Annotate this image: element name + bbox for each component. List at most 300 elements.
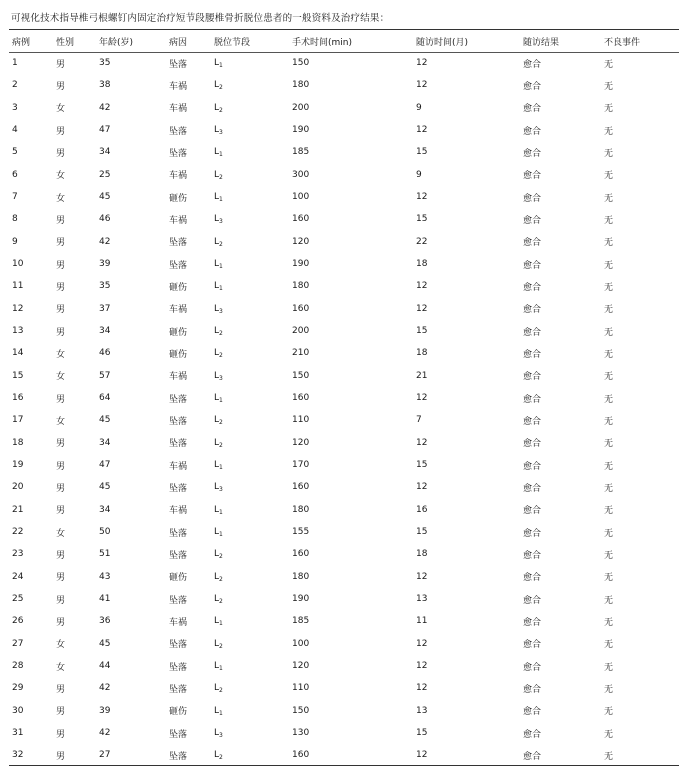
- cell-op-time: 100: [292, 638, 310, 649]
- cell-outcome: 愈合: [523, 349, 542, 360]
- cell-age: 36: [99, 616, 111, 627]
- segment-number: 1: [219, 464, 223, 472]
- cell-case: 5: [12, 147, 18, 158]
- cell-follow-up: 18: [416, 348, 428, 359]
- lumbar-prefix: L: [214, 638, 220, 649]
- segment-number: 2: [219, 419, 223, 427]
- cell-follow-up: 7: [416, 415, 422, 426]
- cell-segment: [211, 677, 289, 699]
- cell-sex: 女: [56, 104, 66, 115]
- table-row: [9, 610, 679, 632]
- cell-outcome: 愈合: [523, 461, 542, 472]
- cell-sex: 男: [56, 215, 66, 226]
- cell-op-time: 120: [292, 236, 310, 247]
- cell-segment: [211, 588, 289, 610]
- table-body: [9, 52, 679, 767]
- cell-adverse: 无: [604, 416, 614, 427]
- segment-number: 1: [219, 709, 223, 717]
- lumbar-prefix: L: [214, 80, 220, 91]
- table-row: [9, 722, 679, 744]
- cell-sex: 男: [56, 439, 66, 450]
- cell-adverse: 无: [604, 148, 614, 159]
- cell-segment: [211, 722, 289, 744]
- cell-adverse: 无: [604, 506, 614, 517]
- segment-number: 3: [219, 374, 223, 382]
- cell-op-time: 180: [292, 504, 310, 515]
- lumbar-prefix: L: [214, 705, 220, 716]
- cell-sex: 女: [56, 349, 66, 360]
- cell-follow-up: 15: [416, 460, 428, 471]
- table-row: [9, 275, 679, 297]
- segment-number: 3: [219, 307, 223, 315]
- cell-sex: 女: [56, 662, 66, 673]
- cell-case: 17: [12, 415, 24, 426]
- cell-follow-up: 18: [416, 549, 428, 560]
- cell-case: 29: [12, 683, 24, 694]
- cell-cause: 砸伤: [169, 327, 188, 338]
- segment-number: 3: [219, 732, 223, 739]
- table-row: [9, 52, 679, 74]
- cell-cause: 车祸: [169, 81, 188, 92]
- cell-adverse: 无: [604, 59, 614, 70]
- cell-segment: [211, 700, 289, 722]
- cell-outcome: 愈合: [523, 372, 542, 383]
- table-row: [9, 186, 679, 208]
- cell-adverse: 无: [604, 260, 614, 271]
- table-row: [9, 454, 679, 476]
- cell-outcome: 愈合: [523, 506, 542, 517]
- cell-outcome: 愈合: [523, 617, 542, 628]
- header-cause: 病因: [169, 37, 188, 48]
- cell-segment: [211, 141, 289, 163]
- cell-age: 41: [99, 594, 111, 605]
- table-row: [9, 97, 679, 119]
- cell-follow-up: 12: [416, 750, 428, 761]
- segment-number: 1: [219, 531, 223, 539]
- segment-number: 2: [219, 642, 223, 650]
- cell-outcome: 愈合: [523, 707, 542, 718]
- cell-age: 42: [99, 683, 111, 694]
- table-row: [9, 119, 679, 141]
- cell-op-time: 110: [292, 683, 310, 694]
- header-segment: 脱位节段: [214, 37, 251, 48]
- lumbar-prefix: L: [214, 616, 220, 627]
- cell-cause: 坠落: [169, 595, 188, 606]
- cell-op-time: 160: [292, 303, 310, 314]
- cell-outcome: 愈合: [523, 684, 542, 695]
- cell-outcome: 愈合: [523, 573, 542, 584]
- cell-sex: 男: [56, 126, 66, 137]
- lumbar-prefix: L: [214, 661, 220, 672]
- cell-segment: [211, 566, 289, 588]
- cell-adverse: 无: [604, 349, 614, 360]
- cell-sex: 女: [56, 528, 66, 539]
- table-row: [9, 387, 679, 409]
- cell-age: 34: [99, 147, 111, 158]
- cell-follow-up: 12: [416, 437, 428, 448]
- lumbar-prefix: L: [214, 236, 220, 247]
- cell-follow-up: 12: [416, 661, 428, 672]
- cell-case: 26: [12, 616, 24, 627]
- cell-segment: [211, 744, 289, 766]
- cell-follow-up: 12: [416, 281, 428, 292]
- cell-sex: 男: [56, 550, 66, 561]
- cell-outcome: 愈合: [523, 662, 542, 673]
- segment-number: 3: [219, 486, 223, 494]
- cell-sex: 男: [56, 506, 66, 517]
- cell-sex: 男: [56, 707, 66, 718]
- table-row: [9, 744, 679, 766]
- cell-op-time: 130: [292, 728, 310, 738]
- cell-age: 34: [99, 504, 111, 515]
- cell-sex: 男: [56, 461, 66, 472]
- cell-op-time: 110: [292, 415, 310, 426]
- cell-follow-up: 16: [416, 504, 428, 515]
- cell-adverse: 无: [604, 282, 614, 293]
- cell-op-time: 180: [292, 571, 310, 582]
- segment-number: 1: [219, 397, 223, 405]
- lumbar-prefix: L: [214, 102, 220, 113]
- cell-segment: [211, 52, 289, 74]
- cell-segment: [211, 275, 289, 297]
- cell-follow-up: 9: [416, 169, 422, 180]
- lumbar-prefix: L: [214, 750, 220, 761]
- cell-segment: [211, 97, 289, 119]
- cell-sex: 女: [56, 171, 66, 182]
- cell-case: 23: [12, 549, 24, 560]
- cell-segment: [211, 610, 289, 632]
- segment-number: 2: [219, 173, 223, 181]
- cell-cause: 坠落: [169, 238, 188, 249]
- cell-segment: [211, 253, 289, 275]
- cell-cause: 坠落: [169, 394, 188, 405]
- cell-sex: 男: [56, 282, 66, 293]
- cell-follow-up: 15: [416, 326, 428, 337]
- cell-segment: [211, 432, 289, 454]
- cell-outcome: 愈合: [523, 104, 542, 115]
- cell-segment: [211, 186, 289, 208]
- cell-segment: [211, 119, 289, 141]
- cell-outcome: 愈合: [523, 528, 542, 539]
- lumbar-prefix: L: [214, 728, 220, 738]
- cell-op-time: 300: [292, 169, 310, 180]
- table-row: [9, 655, 679, 677]
- cell-case: 19: [12, 460, 24, 471]
- cell-age: 27: [99, 750, 111, 761]
- header-op-time: 手术时间(min): [292, 37, 352, 48]
- cell-cause: 砸伤: [169, 349, 188, 360]
- cell-sex: 女: [56, 193, 66, 204]
- cell-segment: [211, 476, 289, 498]
- cell-outcome: 愈合: [523, 238, 542, 249]
- table-row: [9, 409, 679, 431]
- cell-op-time: 150: [292, 58, 310, 69]
- cell-op-time: 190: [292, 594, 310, 605]
- segment-number: 2: [219, 553, 223, 561]
- cell-case: 24: [12, 571, 24, 582]
- cell-segment: [211, 342, 289, 364]
- cell-op-time: 200: [292, 326, 310, 337]
- segment-number: 2: [219, 106, 223, 114]
- cell-follow-up: 12: [416, 482, 428, 493]
- segment-number: 1: [219, 62, 223, 70]
- cell-adverse: 无: [604, 617, 614, 628]
- cell-adverse: 无: [604, 595, 614, 606]
- cell-adverse: 无: [604, 327, 614, 338]
- cell-sex: 男: [56, 148, 66, 159]
- cell-adverse: 无: [604, 662, 614, 673]
- cell-segment: [211, 208, 289, 230]
- segment-number: 2: [219, 575, 223, 583]
- cell-op-time: 160: [292, 750, 310, 761]
- cell-adverse: 无: [604, 751, 614, 762]
- table-row: [9, 342, 679, 364]
- lumbar-prefix: L: [214, 549, 220, 560]
- cell-outcome: 愈合: [523, 729, 542, 740]
- cell-age: 35: [99, 281, 111, 292]
- cell-sex: 男: [56, 305, 66, 316]
- cell-follow-up: 15: [416, 214, 428, 225]
- cell-adverse: 无: [604, 439, 614, 450]
- table-row: [9, 253, 679, 275]
- cell-outcome: 愈合: [523, 640, 542, 651]
- cell-sex: 男: [56, 483, 66, 494]
- cell-adverse: 无: [604, 104, 614, 115]
- cell-case: 22: [12, 527, 24, 538]
- cell-adverse: 无: [604, 528, 614, 539]
- cell-sex: 男: [56, 238, 66, 249]
- cell-cause: 车祸: [169, 215, 188, 226]
- cell-follow-up: 15: [416, 147, 428, 158]
- segment-number: 1: [219, 285, 223, 293]
- cell-outcome: 愈合: [523, 394, 542, 405]
- cell-case: 6: [12, 169, 18, 180]
- lumbar-prefix: L: [214, 683, 220, 694]
- cell-adverse: 无: [604, 193, 614, 204]
- cell-op-time: 150: [292, 705, 310, 716]
- cell-case: 2: [12, 80, 18, 91]
- cell-sex: 男: [56, 751, 66, 762]
- cell-op-time: 180: [292, 281, 310, 292]
- cell-outcome: 愈合: [523, 550, 542, 561]
- cell-age: 45: [99, 192, 111, 203]
- cell-adverse: 无: [604, 171, 614, 182]
- header-outcome: 随访结果: [523, 37, 560, 48]
- segment-number: 3: [219, 129, 223, 137]
- cell-op-time: 100: [292, 192, 310, 203]
- cell-follow-up: 21: [416, 370, 428, 381]
- cell-follow-up: 12: [416, 192, 428, 203]
- table-row: [9, 543, 679, 565]
- cell-case: 8: [12, 214, 18, 225]
- cell-follow-up: 12: [416, 638, 428, 649]
- table-row: [9, 365, 679, 387]
- cell-case: 12: [12, 303, 24, 314]
- cell-cause: 砸伤: [169, 573, 188, 584]
- cell-sex: 男: [56, 573, 66, 584]
- table-row: [9, 633, 679, 655]
- cell-case: 20: [12, 482, 24, 493]
- lumbar-prefix: L: [214, 437, 220, 448]
- segment-number: 1: [219, 665, 223, 673]
- cell-adverse: 无: [604, 483, 614, 494]
- cell-adverse: 无: [604, 640, 614, 651]
- cell-follow-up: 12: [416, 80, 428, 91]
- cell-cause: 坠落: [169, 729, 188, 740]
- cell-age: 57: [99, 370, 111, 381]
- cell-op-time: 190: [292, 259, 310, 270]
- cell-segment: [211, 164, 289, 186]
- cell-adverse: 无: [604, 729, 614, 740]
- cell-case: 3: [12, 102, 18, 113]
- cell-follow-up: 12: [416, 393, 428, 404]
- lumbar-prefix: L: [214, 393, 220, 404]
- cell-sex: 女: [56, 372, 66, 383]
- table-row: [9, 588, 679, 610]
- cell-segment: [211, 231, 289, 253]
- cell-op-time: 180: [292, 80, 310, 91]
- cell-op-time: 160: [292, 482, 310, 493]
- cell-op-time: 150: [292, 370, 310, 381]
- cell-cause: 坠落: [169, 751, 188, 762]
- header-follow-up: 随访时间(月): [416, 37, 469, 48]
- cell-op-time: 120: [292, 437, 310, 448]
- segment-number: 1: [219, 263, 223, 271]
- cell-segment: [211, 633, 289, 655]
- cell-age: 64: [99, 393, 111, 404]
- cell-case: 28: [12, 661, 24, 672]
- cell-outcome: 愈合: [523, 305, 542, 316]
- table-row: [9, 521, 679, 543]
- lumbar-prefix: L: [214, 594, 220, 605]
- cell-adverse: 无: [604, 461, 614, 472]
- cell-segment: [211, 365, 289, 387]
- lumbar-prefix: L: [214, 415, 220, 426]
- cell-age: 50: [99, 527, 111, 538]
- lumbar-prefix: L: [214, 58, 220, 69]
- cell-age: 42: [99, 236, 111, 247]
- header-case: 病例: [12, 37, 31, 48]
- cell-follow-up: 13: [416, 705, 428, 716]
- cell-sex: 男: [56, 327, 66, 338]
- lumbar-prefix: L: [214, 326, 220, 337]
- cell-outcome: 愈合: [523, 595, 542, 606]
- cell-cause: 砸伤: [169, 282, 188, 293]
- segment-number: 2: [219, 84, 223, 92]
- cell-age: 35: [99, 58, 111, 69]
- cell-segment: [211, 655, 289, 677]
- cell-adverse: 无: [604, 372, 614, 383]
- cell-op-time: 210: [292, 348, 310, 359]
- cell-case: 15: [12, 370, 24, 381]
- lumbar-prefix: L: [214, 169, 220, 180]
- cell-cause: 车祸: [169, 171, 188, 182]
- cell-cause: 坠落: [169, 439, 188, 450]
- cell-adverse: 无: [604, 394, 614, 405]
- table-row: [9, 320, 679, 342]
- cell-case: 25: [12, 594, 24, 605]
- lumbar-prefix: L: [214, 527, 220, 538]
- cell-follow-up: 15: [416, 728, 428, 738]
- cell-op-time: 185: [292, 147, 310, 158]
- cell-follow-up: 13: [416, 594, 428, 605]
- table-row: [9, 74, 679, 96]
- cell-cause: 坠落: [169, 483, 188, 494]
- cell-outcome: 愈合: [523, 215, 542, 226]
- cell-age: 44: [99, 661, 111, 672]
- table-row: [9, 432, 679, 454]
- cell-outcome: 愈合: [523, 327, 542, 338]
- cell-follow-up: 12: [416, 125, 428, 136]
- cell-adverse: 无: [604, 126, 614, 137]
- cell-case: 21: [12, 504, 24, 515]
- cell-case: 18: [12, 437, 24, 448]
- cell-follow-up: 12: [416, 571, 428, 582]
- cell-sex: 男: [56, 394, 66, 405]
- cell-outcome: 愈合: [523, 171, 542, 182]
- lumbar-prefix: L: [214, 192, 220, 203]
- cell-age: 42: [99, 102, 111, 113]
- cell-cause: 坠落: [169, 528, 188, 539]
- cell-case: 13: [12, 326, 24, 337]
- segment-number: 2: [219, 441, 223, 449]
- cell-segment: [211, 521, 289, 543]
- cell-op-time: 185: [292, 616, 310, 627]
- cell-case: 31: [12, 728, 24, 738]
- cell-segment: [211, 74, 289, 96]
- cell-follow-up: 12: [416, 303, 428, 314]
- cell-case: 14: [12, 348, 24, 359]
- table-row: [9, 298, 679, 320]
- cell-age: 43: [99, 571, 111, 582]
- cell-sex: 男: [56, 260, 66, 271]
- table-row: [9, 141, 679, 163]
- table-header-row: [9, 30, 679, 52]
- cell-case: 1: [12, 58, 18, 69]
- cell-cause: 坠落: [169, 59, 188, 70]
- cell-case: 16: [12, 393, 24, 404]
- cell-segment: [211, 409, 289, 431]
- cell-sex: 女: [56, 640, 66, 651]
- cell-follow-up: 12: [416, 683, 428, 694]
- cell-age: 46: [99, 214, 111, 225]
- cell-case: 9: [12, 236, 18, 247]
- cell-adverse: 无: [604, 215, 614, 226]
- cell-sex: 男: [56, 729, 66, 740]
- cell-cause: 车祸: [169, 305, 188, 316]
- cell-segment: [211, 298, 289, 320]
- lumbar-prefix: L: [214, 214, 220, 225]
- lumbar-prefix: L: [214, 370, 220, 381]
- cell-age: 47: [99, 125, 111, 136]
- cell-case: 27: [12, 638, 24, 649]
- cell-age: 25: [99, 169, 111, 180]
- cell-outcome: 愈合: [523, 148, 542, 159]
- segment-number: 2: [219, 352, 223, 360]
- cell-cause: 坠落: [169, 126, 188, 137]
- cell-case: 10: [12, 259, 24, 270]
- cell-adverse: 无: [604, 305, 614, 316]
- cell-outcome: 愈合: [523, 59, 542, 70]
- lumbar-prefix: L: [214, 348, 220, 359]
- cell-outcome: 愈合: [523, 193, 542, 204]
- cell-cause: 车祸: [169, 104, 188, 115]
- segment-number: 1: [219, 196, 223, 204]
- cell-cause: 砸伤: [169, 193, 188, 204]
- lumbar-prefix: L: [214, 125, 220, 136]
- cell-age: 34: [99, 326, 111, 337]
- segment-number: 2: [219, 687, 223, 695]
